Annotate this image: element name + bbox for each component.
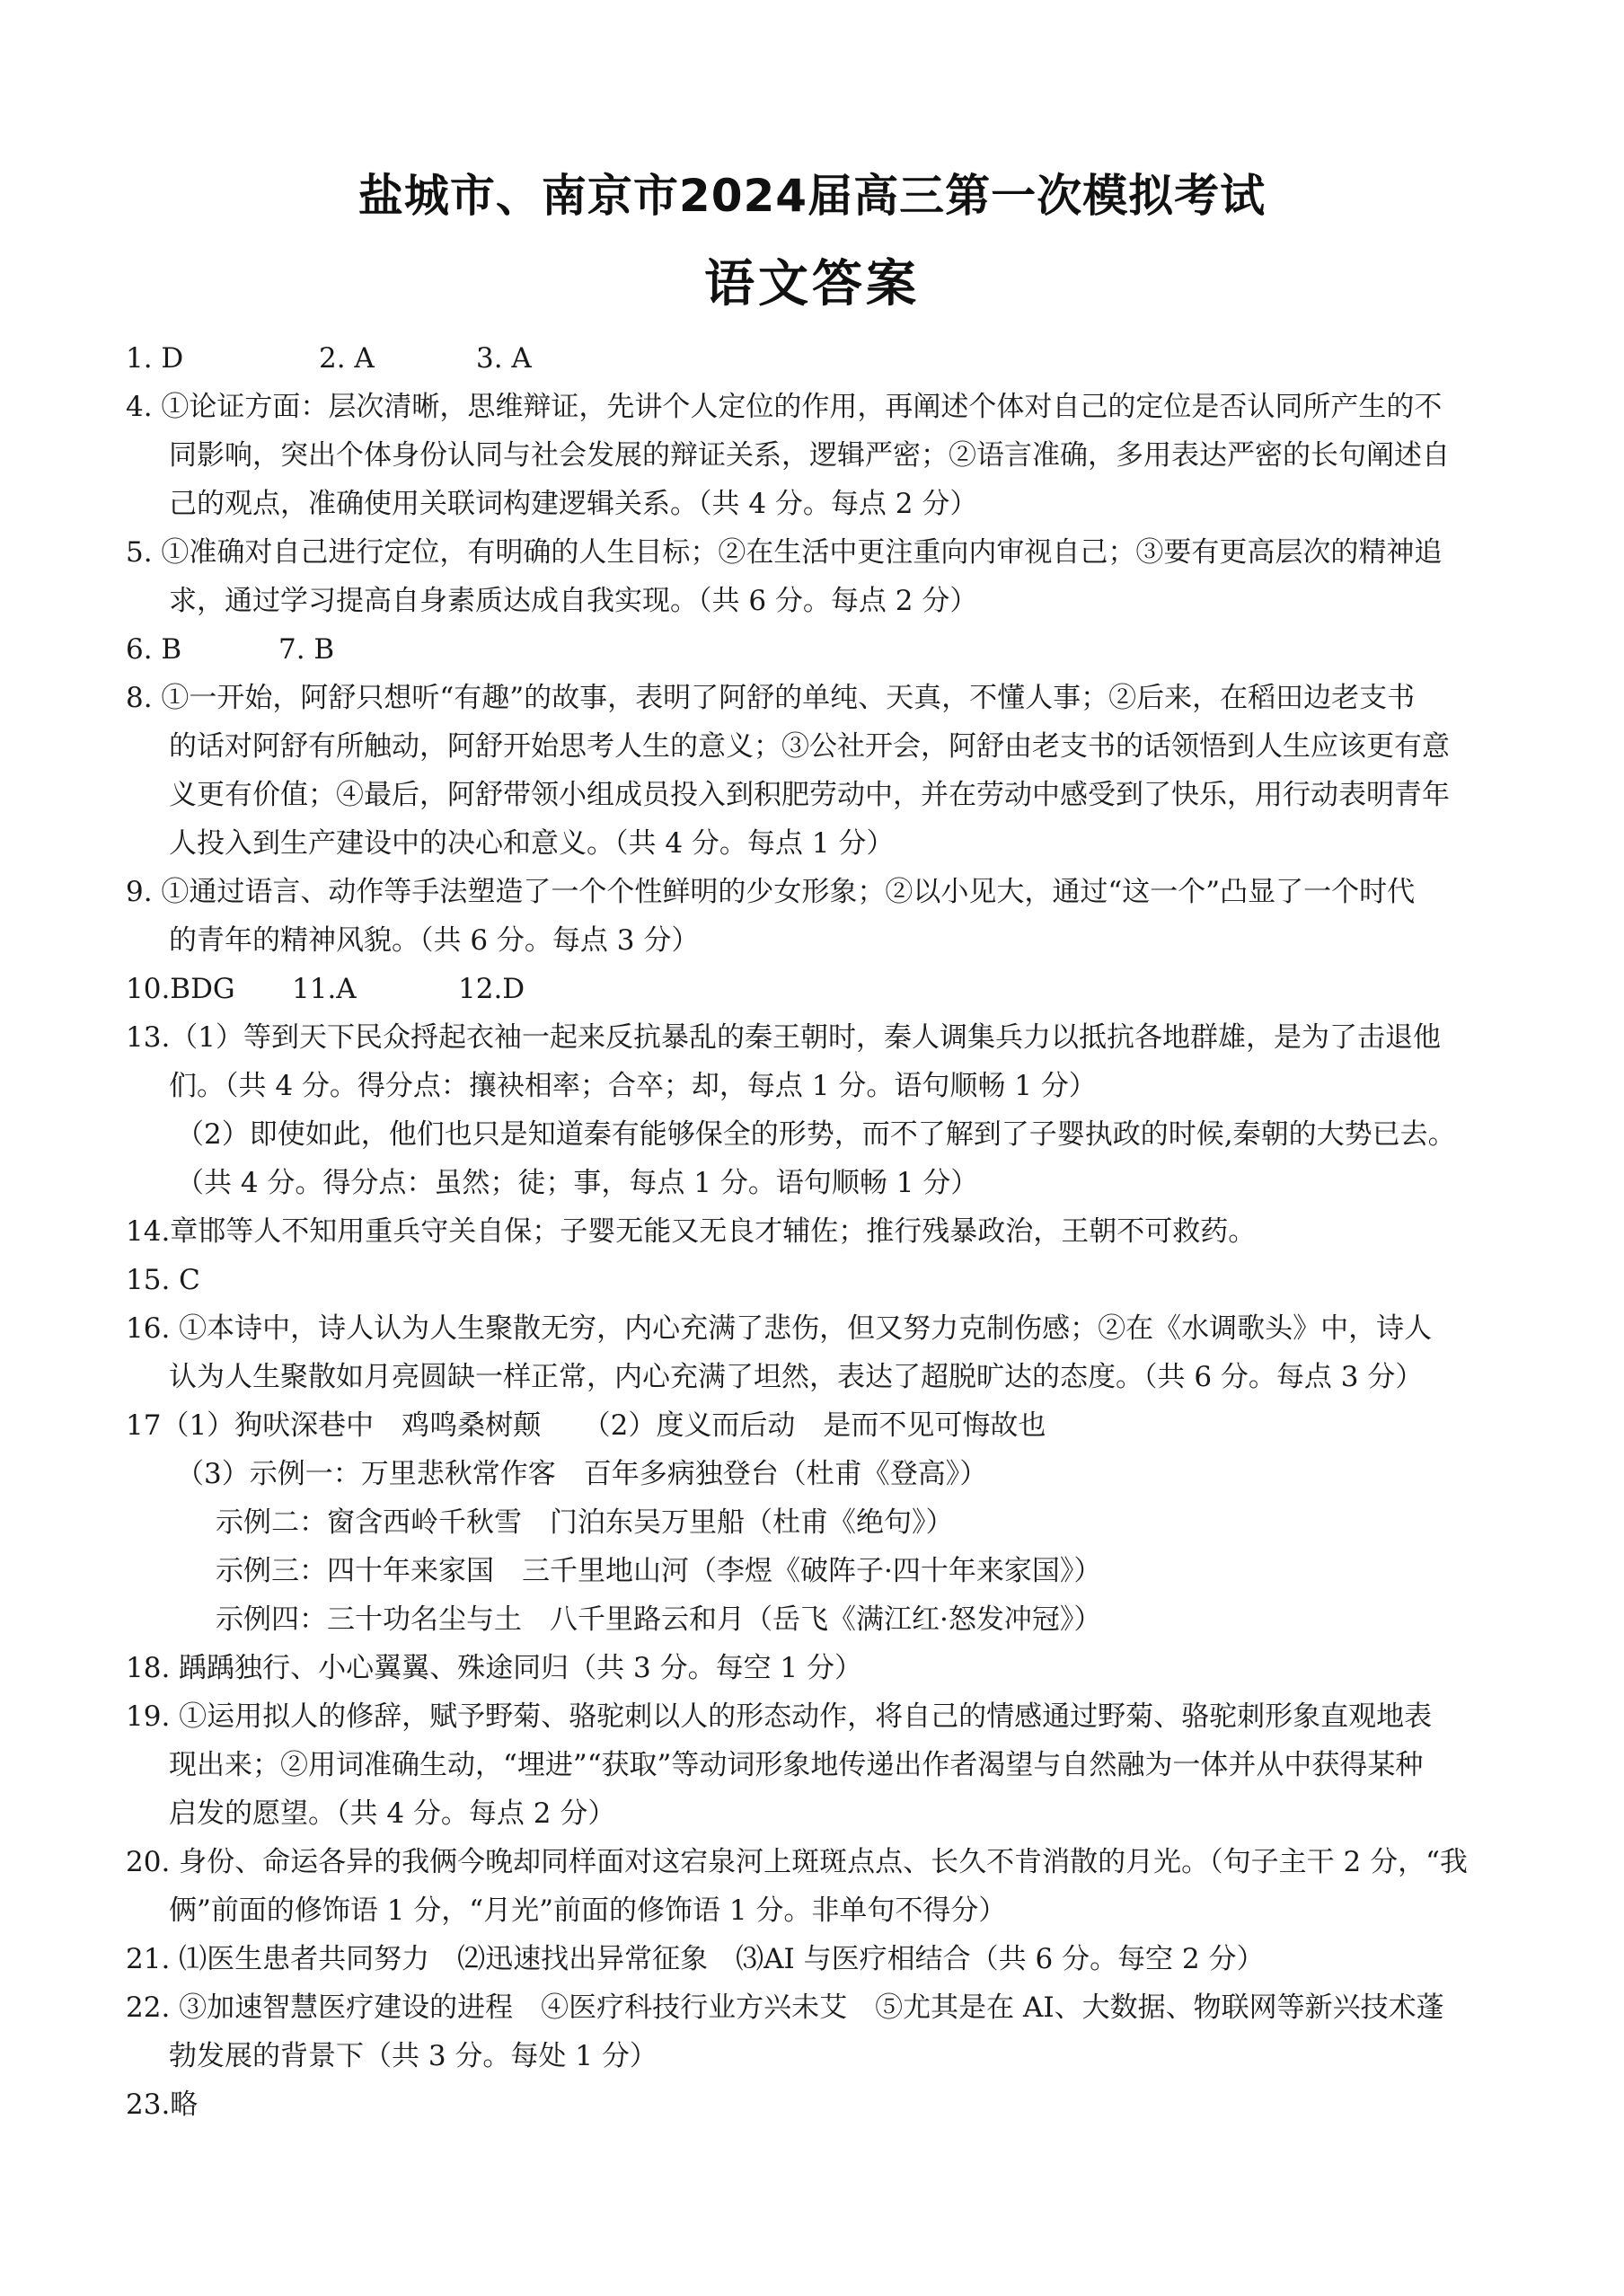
answer-6: 6. B	[126, 633, 182, 666]
answer-4-line: 己的观点，准确使用关联词构建逻辑关系。（共 4 分。每点 2 分）	[169, 488, 978, 520]
answer-15: 15. C	[126, 1264, 200, 1296]
answer-9	[126, 868, 1509, 965]
answer-14: 14.章邯等人不知用重兵守关自保；子婴无能又无良才辅佐；推行残暴政治，王朝不可救药。	[126, 1215, 1257, 1248]
answer-16	[126, 1304, 1509, 1401]
answer-10: 10.BDG	[126, 973, 235, 1005]
answer-17-line: （3）示例一：万里悲秋常作客 百年多病独登台（杜甫《登高》）	[176, 1458, 988, 1490]
answer-19	[126, 1692, 1509, 1838]
answer-17-line: 17（1）狗吠深巷中 鸡鸣桑树颠 （2）度义而后动 是而不见可悔故也	[126, 1409, 1046, 1442]
answer-17-example: 示例二：窗含西岭千秋雪 门泊东吴万里船（杜甫《绝句》）	[216, 1506, 954, 1539]
answer-7: 7. B	[278, 633, 335, 666]
answer-18: 18. 踽踽独行、小心翼翼、殊途同归（共 3 分。每空 1 分）	[126, 1652, 863, 1684]
answer-13-line: 13.（1）等到天下民众捋起衣袖一起来反抗暴乱的秦王朝时，秦人调集兵力以抵抗各地群雄，是为了击退他	[126, 1021, 1442, 1054]
answer-23: 23.略	[126, 2088, 199, 2121]
answer-1: 1. D	[126, 342, 184, 375]
answer-17-example: 示例四：三十功名尘与土 八千里路云和月（岳飞《满江红·怒发冲冠》）	[216, 1603, 1102, 1636]
answer-16-line: 16. ①本诗中，诗人认为人生聚散无穷，内心充满了悲伤，但又努力克制伤感；②在《水调歌头》中，诗人	[126, 1312, 1433, 1345]
answer-22	[126, 1983, 1509, 2080]
answer-20-line: 俩”前面的修饰语 1 分，“月光”前面的修饰语 1 分。非单句不得分）	[169, 1894, 1007, 1927]
answer-19-line: 启发的愿望。（共 4 分。每点 2 分）	[169, 1797, 616, 1830]
answer-17	[126, 1401, 1509, 1644]
answer-8-line: 的话对阿舒有所触动，阿舒开始思考人生的意义；③公社开会，阿舒由老支书的话领悟到人生应该更有意	[169, 730, 1450, 763]
answer-12: 12.D	[458, 973, 525, 1005]
answer-5-line: 5. ①准确对自己进行定位，有明确的人生目标；②在生活中更注重向内审视自己；③要有更高层次的精神追	[126, 536, 1443, 569]
answer-21: 21. ⑴医生患者共同努力 ⑵迅速找出异常征象 ⑶AI 与医疗相结合（共 6 分。每空 2 分）	[126, 1943, 1265, 1975]
document-title: 盐城市、南京市2024届高三第一次模拟考试	[357, 170, 1267, 222]
answer-13-line: 们。（共 4 分。得分点：攘袂相率；合卒；却，每点 1 分。语句顺畅 1 分）	[169, 1070, 1097, 1102]
answer-11: 11.A	[292, 973, 357, 1005]
answer-20-line: 20. 身份、命运各异的我俩今晚却同样面对这宕泉河上斑斑点点、长久不肯消散的月光。（句子主干 2 分，“我	[126, 1846, 1468, 1878]
answer-22-line: 勃发展的背景下（共 3 分。每处 1 分）	[169, 2040, 658, 2072]
answer-22-line: 22. ③加速智慧医疗建设的进程 ④医疗科技行业方兴未艾 ⑤尤其是在 AI、大数据、物联网等新兴技术蓬	[126, 1991, 1444, 2024]
answer-16-line: 认为人生聚散如月亮圆缺一样正常，内心充满了坦然，表达了超脱旷达的态度。（共 6 分。每点 3 分）	[169, 1361, 1424, 1393]
answer-20	[126, 1838, 1509, 1935]
answer-9-line: 的青年的精神风貌。（共 6 分。每点 3 分）	[169, 924, 700, 957]
answer-8-line: 8. ①一开始，阿舒只想听“有趣”的故事，表明了阿舒的单纯、天真，不懂人事；②后来，在稻田边老支书	[126, 682, 1416, 714]
answer-5-line: 求，通过学习提高自身素质达成自我实现。（共 6 分。每点 2 分）	[169, 585, 978, 617]
answers-6-7	[126, 625, 1509, 674]
answer-2: 2. A	[319, 342, 375, 375]
answer-8	[126, 674, 1509, 868]
answers-10-12	[126, 965, 1509, 1013]
answer-4-line: 4. ①论证方面：层次清晰，思维辩证，先讲个人定位的作用，再阐述个体对自己的定位是否认同所产生的不	[126, 391, 1443, 423]
answer-4-line: 同影响，突出个体身份认同与社会发展的辩证关系，逻辑严密；②语言准确，多用表达严密的长句阐述自	[169, 439, 1450, 472]
answer-19-line: 现出来；②用词准确生动，“埋进”“获取”等动词形象地传递出作者渴望与自然融为一体并从中获得某种	[169, 1749, 1424, 1781]
answer-19-line: 19. ①运用拟人的修辞，赋予野菊、骆驼刺以人的形态动作，将自己的情感通过野菊、骆驼刺形象直观地表	[126, 1700, 1433, 1733]
answer-13-line: （2）即使如此，他们也只是知道秦有能够保全的形势，而不了解到了子婴执政的时候,秦朝的大势已去。	[176, 1118, 1456, 1151]
answer-9-line: 9. ①通过语言、动作等手法塑造了一个个性鲜明的少女形象；②以小见大，通过“这一个”凸显了一个时代	[126, 876, 1416, 908]
answer-3: 3. A	[476, 342, 532, 375]
document-subtitle: 语文答案	[704, 255, 920, 313]
answer-17-example: 示例三：四十年来家国 三千里地山河（李煜《破阵子·四十年来家国》）	[216, 1555, 1102, 1587]
answer-13-line: （共 4 分。得分点：虽然；徒；事，每点 1 分。语句顺畅 1 分）	[176, 1167, 979, 1199]
answer-8-line: 人投入到生产建设中的决心和意义。（共 4 分。每点 1 分）	[169, 827, 895, 860]
answer-5	[126, 528, 1509, 625]
answer-list	[126, 334, 1509, 2129]
answer-8-line: 义更有价值；④最后，阿舒带领小组成员投入到积肥劳动中，并在劳动中感受到了快乐，用行动表明青年	[169, 779, 1450, 811]
answer-4	[126, 383, 1509, 528]
answer-13	[126, 1013, 1509, 1207]
answers-1-3	[126, 334, 1509, 383]
